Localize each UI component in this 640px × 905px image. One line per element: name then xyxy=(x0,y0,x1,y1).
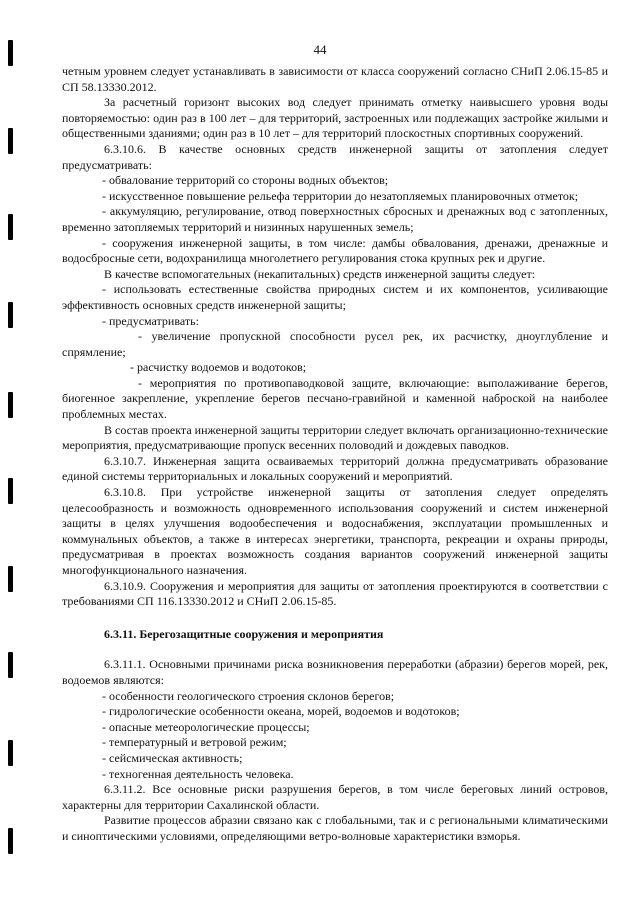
binder-mark xyxy=(8,392,13,418)
binder-mark xyxy=(8,652,13,678)
paragraph: четным уровнем следует устанавливать в зависимости от класса сооружений согласно СНиП 2.06.15-85 и СП 58.13330.2012. xyxy=(62,64,608,94)
paragraph: 6.3.10.6. В качестве основных средств инженерной защиты от затопления следует предусматривать: xyxy=(62,141,608,172)
paragraph: 6.3.11.2. Все основные риски разрушения берегов, в том числе береговых линий островов, характерны для территории Сахалинской области. xyxy=(62,782,608,812)
list-item: - опасные метеорологические процессы; xyxy=(102,719,310,734)
list-item: - температурный и ветровой режим; xyxy=(102,735,287,750)
paragraph: 6.3.11.1. Основными причинами риска возникновения переработки (абразии) берегов морей, рек, водоемов являются: xyxy=(62,657,608,687)
list-item: - сейсмическая активность; xyxy=(102,750,243,765)
binder-mark xyxy=(8,302,13,328)
list-item: - использовать естественные свойства природных систем и их компонентов, усиливающие эффективность основных средств инженерной защиты; xyxy=(62,282,608,312)
section-heading: 6.3.11. Берегозащитные сооружения и мероприятия xyxy=(104,626,384,641)
paragraph: 6.3.10.7. Инженерная защита осваиваемых территорий должна предусматривать образование единой системы территориальных и локальных сооружений и мероприятий. xyxy=(62,453,608,484)
paragraph: 6.3.10.9. Сооружения и мероприятия для защиты от затопления проектируются в соответствии с требованиями СП 116.13330.2012 и СНиП 2.06.15-85. xyxy=(62,578,608,609)
binder-mark xyxy=(8,128,13,154)
list-item: - аккумуляцию, регулирование, отвод поверхностных сбросных и дренажных вод с затопленных, временно затопляемых территорий и низинных нарушенных земель; xyxy=(62,204,608,234)
binder-mark xyxy=(8,740,13,766)
binder-mark xyxy=(8,828,13,854)
paragraph: За расчетный горизонт высоких вод следует принимать отметку наивысшего уровня воды повторяемостью: один раз в 100 лет – для территорий, застроенных или подлежащих застройке жилыми и общественными зданиями; один раз в 10 лет – для территорий плоскостных спортивных сооружений. xyxy=(62,95,608,141)
paragraph: Развитие процессов абразии связано как с глобальными, так и с региональными климатическими и синоптическими условиями, определяющими ветро-волновые характеристики взморья. xyxy=(62,813,608,843)
paragraph: В качестве вспомогательных (некапитальных) средств инженерной защиты следует: xyxy=(104,266,536,281)
list-item: - искусственное повышение рельефа территории до незатопляемых планировочных отметок; xyxy=(102,188,579,203)
list-item: - особенности геологического строения склонов берегов; xyxy=(102,688,395,703)
list-item: - гидрологические особенности океана, морей, водоемов и водотоков; xyxy=(102,704,460,719)
list-item: - техногенная деятельность человека. xyxy=(102,766,294,781)
paragraph: 6.3.10.8. При устройстве инженерной защиты от затопления следует определять целесообразность и возможность одновременного использования сооружений и систем инженерной защиты в целях улучшения водообеспечения и водоснабжения, эксплуатации промышленных и коммунальных объектов, а также в интересах энергетики, транспорта, рекреации и охраны природы, предусматривая в проектах возможность создания вариантов сооружений инженерной защиты многофункционального назначения. xyxy=(62,485,608,577)
binder-mark xyxy=(8,566,13,592)
list-item: - предусматривать: xyxy=(102,313,199,328)
page-body xyxy=(62,64,608,845)
binder-mark xyxy=(8,478,13,504)
binder-mark xyxy=(8,214,13,240)
list-item: - увеличение пропускной способности русел рек, их расчистку, дноуглубление и спрямление; xyxy=(62,329,608,359)
page-number: 44 xyxy=(313,42,327,57)
list-item: - сооружения инженерной защиты, в том числе: дамбы обвалования, дренажи, дренажные и водосбросные сети, водохранилища многолетнего регулирования стока крупных рек и другие. xyxy=(62,235,608,266)
list-item: - мероприятия по противопаводковой защите, включающие: выполаживание берегов, биогенное закрепление, укрепление берегов песчано-гравийной и каменной наброской на наиболее проблемных местах. xyxy=(62,375,608,422)
list-item: - обвалование территорий со стороны водных объектов; xyxy=(102,173,389,188)
list-item: - расчистку водоемов и водотоков; xyxy=(130,360,307,375)
paragraph: В состав проекта инженерной защиты территории следует включать организационно-технические мероприятия, предусматривающие пропуск весенних половодий и дождевых паводков. xyxy=(62,422,608,453)
